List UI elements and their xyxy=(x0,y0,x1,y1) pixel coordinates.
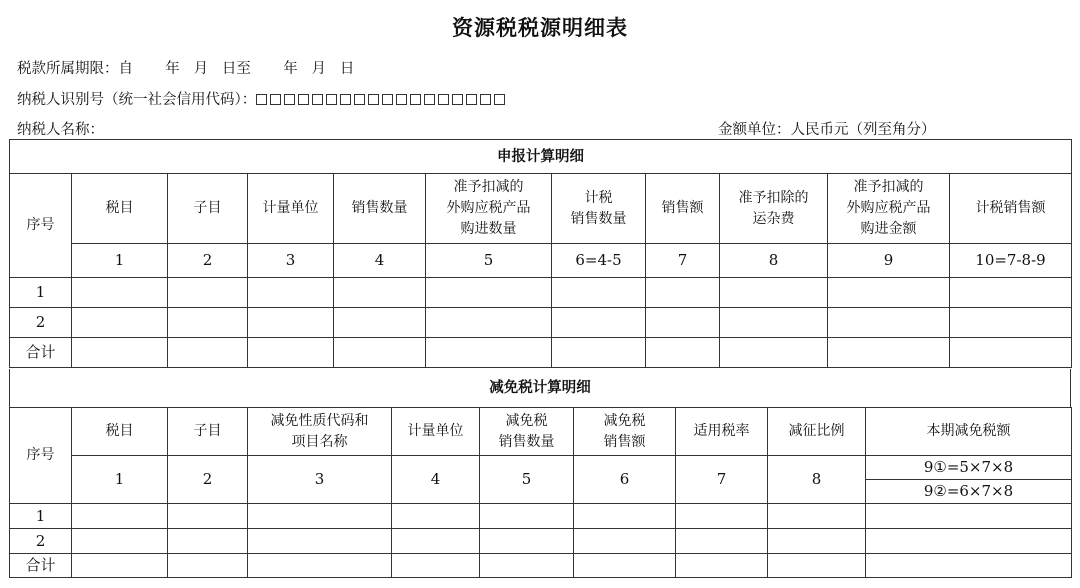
taxpayer-id-digit-box[interactable] xyxy=(354,94,365,105)
period-from-prefix: 自 xyxy=(118,61,133,77)
declaration-col-number: 5 xyxy=(426,244,552,278)
declaration-row xyxy=(10,308,1072,338)
declaration-col-number: 7 xyxy=(646,244,720,278)
taxpayer-id-digit-box[interactable] xyxy=(340,94,351,105)
declaration-cell[interactable] xyxy=(334,308,426,338)
declaration-cell[interactable] xyxy=(646,278,720,308)
taxpayer-id-digit-box[interactable] xyxy=(494,94,505,105)
declaration-header: 准予扣除的 运杂费 xyxy=(720,174,828,244)
declaration-cell[interactable] xyxy=(248,278,334,308)
taxpayer-name-label: 纳税人名称： xyxy=(17,122,104,138)
reduction-row xyxy=(10,504,1072,529)
reduction-header: 子目 xyxy=(168,408,248,456)
declaration-cell[interactable] xyxy=(828,278,950,308)
declaration-cell[interactable] xyxy=(552,278,646,308)
reduction-cell[interactable] xyxy=(574,554,676,578)
declaration-seq-header: 序号 xyxy=(10,174,72,278)
declaration-row xyxy=(10,278,1072,308)
taxpayer-id-digit-box[interactable] xyxy=(368,94,379,105)
reduction-row-label: 1 xyxy=(10,504,72,529)
reduction-col-number: 4 xyxy=(392,456,480,504)
reduction-row xyxy=(10,529,1072,554)
declaration-cell[interactable] xyxy=(426,338,552,368)
reduction-cell[interactable] xyxy=(392,529,480,554)
declaration-col-number: 2 xyxy=(168,244,248,278)
taxpayer-id-digit-box[interactable] xyxy=(312,94,323,105)
reduction-col-number: 8 xyxy=(768,456,866,504)
reduction-cell[interactable] xyxy=(392,504,480,529)
declaration-header: 计税 销售数量 xyxy=(552,174,646,244)
declaration-cell[interactable] xyxy=(334,278,426,308)
reduction-row-label: 合计 xyxy=(10,554,72,578)
reduction-col-number: 1 xyxy=(72,456,168,504)
reduction-cell[interactable] xyxy=(480,554,574,578)
taxpayer-id-digit-box[interactable] xyxy=(326,94,337,105)
declaration-col-number: 10=7-8-9 xyxy=(950,244,1072,278)
reduction-cell[interactable] xyxy=(168,529,248,554)
taxpayer-id-digit-box[interactable] xyxy=(466,94,477,105)
declaration-cell[interactable] xyxy=(950,278,1072,308)
declaration-cell[interactable] xyxy=(426,308,552,338)
reduction-cell[interactable] xyxy=(480,529,574,554)
reduction-header: 减征比例 xyxy=(768,408,866,456)
reduction-row xyxy=(10,554,1072,578)
declaration-row-label: 合计 xyxy=(10,338,72,368)
tax-period-line xyxy=(17,57,354,78)
declaration-cell[interactable] xyxy=(72,338,168,368)
reduction-col-number: 6 xyxy=(574,456,676,504)
declaration-cell[interactable] xyxy=(334,338,426,368)
declaration-table xyxy=(9,139,1072,368)
declaration-header: 准予扣减的 外购应税产品 购进数量 xyxy=(426,174,552,244)
currency-unit-label: 金额单位：人民币元（列至角分） xyxy=(718,122,936,138)
reduction-section-title: 减免税计算明细 xyxy=(9,369,1071,407)
reduction-col-number: 7 xyxy=(676,456,768,504)
period-to-year: 年 xyxy=(283,61,298,77)
reduction-cell[interactable] xyxy=(72,504,168,529)
declaration-header: 准予扣减的 外购应税产品 购进金额 xyxy=(828,174,950,244)
declaration-header: 计量单位 xyxy=(248,174,334,244)
declaration-cell[interactable] xyxy=(720,338,828,368)
declaration-cell[interactable] xyxy=(828,308,950,338)
taxpayer-id-digit-box[interactable] xyxy=(256,94,267,105)
taxpayer-id-digit-box[interactable] xyxy=(298,94,309,105)
reduction-cell[interactable] xyxy=(392,554,480,578)
reduction-cell[interactable] xyxy=(768,504,866,529)
reduction-cell[interactable] xyxy=(248,529,392,554)
reduction-cell[interactable] xyxy=(866,504,1072,529)
reduction-cell[interactable] xyxy=(480,504,574,529)
declaration-cell[interactable] xyxy=(248,338,334,368)
declaration-cell[interactable] xyxy=(168,308,248,338)
period-from-year: 年 xyxy=(165,61,180,77)
declaration-header: 销售数量 xyxy=(334,174,426,244)
declaration-col-number: 8 xyxy=(720,244,828,278)
declaration-col-number: 9 xyxy=(828,244,950,278)
reduction-cell[interactable] xyxy=(72,529,168,554)
taxpayer-id-digit-box[interactable] xyxy=(396,94,407,105)
taxpayer-id-digit-box[interactable] xyxy=(410,94,421,105)
declaration-col-number: 6=4-5 xyxy=(552,244,646,278)
reduction-cell[interactable] xyxy=(768,529,866,554)
reduction-col-number: 3 xyxy=(248,456,392,504)
declaration-cell[interactable] xyxy=(828,338,950,368)
declaration-cell[interactable] xyxy=(552,308,646,338)
reduction-cell[interactable] xyxy=(574,504,676,529)
declaration-cell[interactable] xyxy=(720,278,828,308)
declaration-cell[interactable] xyxy=(248,308,334,338)
reduction-header: 税目 xyxy=(72,408,168,456)
declaration-cell[interactable] xyxy=(72,278,168,308)
period-from-month: 月 xyxy=(193,61,209,77)
declaration-cell[interactable] xyxy=(646,308,720,338)
reduction-cell[interactable] xyxy=(768,554,866,578)
taxpayer-id-digit-box[interactable] xyxy=(382,94,393,105)
declaration-col-number: 1 xyxy=(72,244,168,278)
declaration-header: 销售额 xyxy=(646,174,720,244)
reduction-cell[interactable] xyxy=(676,554,768,578)
taxpayer-id-line xyxy=(17,88,508,109)
declaration-section-title: 申报计算明细 xyxy=(10,140,1072,174)
declaration-cell[interactable] xyxy=(168,278,248,308)
declaration-cell[interactable] xyxy=(646,338,720,368)
taxpayer-id-digit-box[interactable] xyxy=(452,94,463,105)
declaration-cell[interactable] xyxy=(950,308,1072,338)
taxpayer-id-digit-box[interactable] xyxy=(284,94,295,105)
declaration-col-number: 4 xyxy=(334,244,426,278)
tax-period-label: 税款所属期限： xyxy=(17,61,119,77)
declaration-cell[interactable] xyxy=(552,338,646,368)
declaration-header: 子目 xyxy=(168,174,248,244)
reduction-cell[interactable] xyxy=(866,529,1072,554)
reduction-header: 计量单位 xyxy=(392,408,480,456)
declaration-col-number: 3 xyxy=(248,244,334,278)
declaration-row-label: 2 xyxy=(10,308,72,338)
declaration-cell[interactable] xyxy=(720,308,828,338)
declaration-cell[interactable] xyxy=(950,338,1072,368)
taxpayer-id-digit-box[interactable] xyxy=(480,94,491,105)
reduction-cell[interactable] xyxy=(248,554,392,578)
reduction-col-number: 2 xyxy=(168,456,248,504)
taxpayer-id-digit-box[interactable] xyxy=(424,94,435,105)
reduction-table xyxy=(9,407,1072,578)
taxpayer-id-boxes[interactable] xyxy=(256,92,508,108)
reduction-cell[interactable] xyxy=(574,529,676,554)
reduction-seq-header: 序号 xyxy=(10,408,72,504)
reduction-cell[interactable] xyxy=(72,554,168,578)
reduction-col-number: 5 xyxy=(480,456,574,504)
reduction-col9-formula-a: 9①=5×7×8 xyxy=(866,456,1072,480)
reduction-header: 适用税率 xyxy=(676,408,768,456)
declaration-row-label: 1 xyxy=(10,278,72,308)
declaration-header: 税目 xyxy=(72,174,168,244)
taxpayer-id-digit-box[interactable] xyxy=(270,94,281,105)
reduction-header: 本期减免税额 xyxy=(866,408,1072,456)
reduction-header: 减免性质代码和 项目名称 xyxy=(248,408,392,456)
reduction-cell[interactable] xyxy=(248,504,392,529)
declaration-cell[interactable] xyxy=(168,338,248,368)
reduction-cell[interactable] xyxy=(168,554,248,578)
taxpayer-id-digit-box[interactable] xyxy=(438,94,449,105)
reduction-cell[interactable] xyxy=(676,529,768,554)
reduction-col9-formula-b: 9②=6×7×8 xyxy=(866,480,1072,504)
form-title: 资源税税源明细表 xyxy=(452,15,628,40)
declaration-cell[interactable] xyxy=(426,278,552,308)
reduction-header: 减免税 销售数量 xyxy=(480,408,574,456)
reduction-cell[interactable] xyxy=(866,554,1072,578)
declaration-cell[interactable] xyxy=(72,308,168,338)
taxpayer-id-label: 纳税人识别号（统一社会信用代码）： xyxy=(17,92,257,108)
reduction-header: 减免税 销售额 xyxy=(574,408,676,456)
declaration-header: 计税销售额 xyxy=(950,174,1072,244)
reduction-cell[interactable] xyxy=(676,504,768,529)
period-to-month: 月 xyxy=(311,61,327,77)
reduction-row-label: 2 xyxy=(10,529,72,554)
reduction-cell[interactable] xyxy=(168,504,248,529)
period-to-day: 日 xyxy=(339,61,355,77)
declaration-row xyxy=(10,338,1072,368)
period-from-day-to: 日至 xyxy=(221,61,251,77)
